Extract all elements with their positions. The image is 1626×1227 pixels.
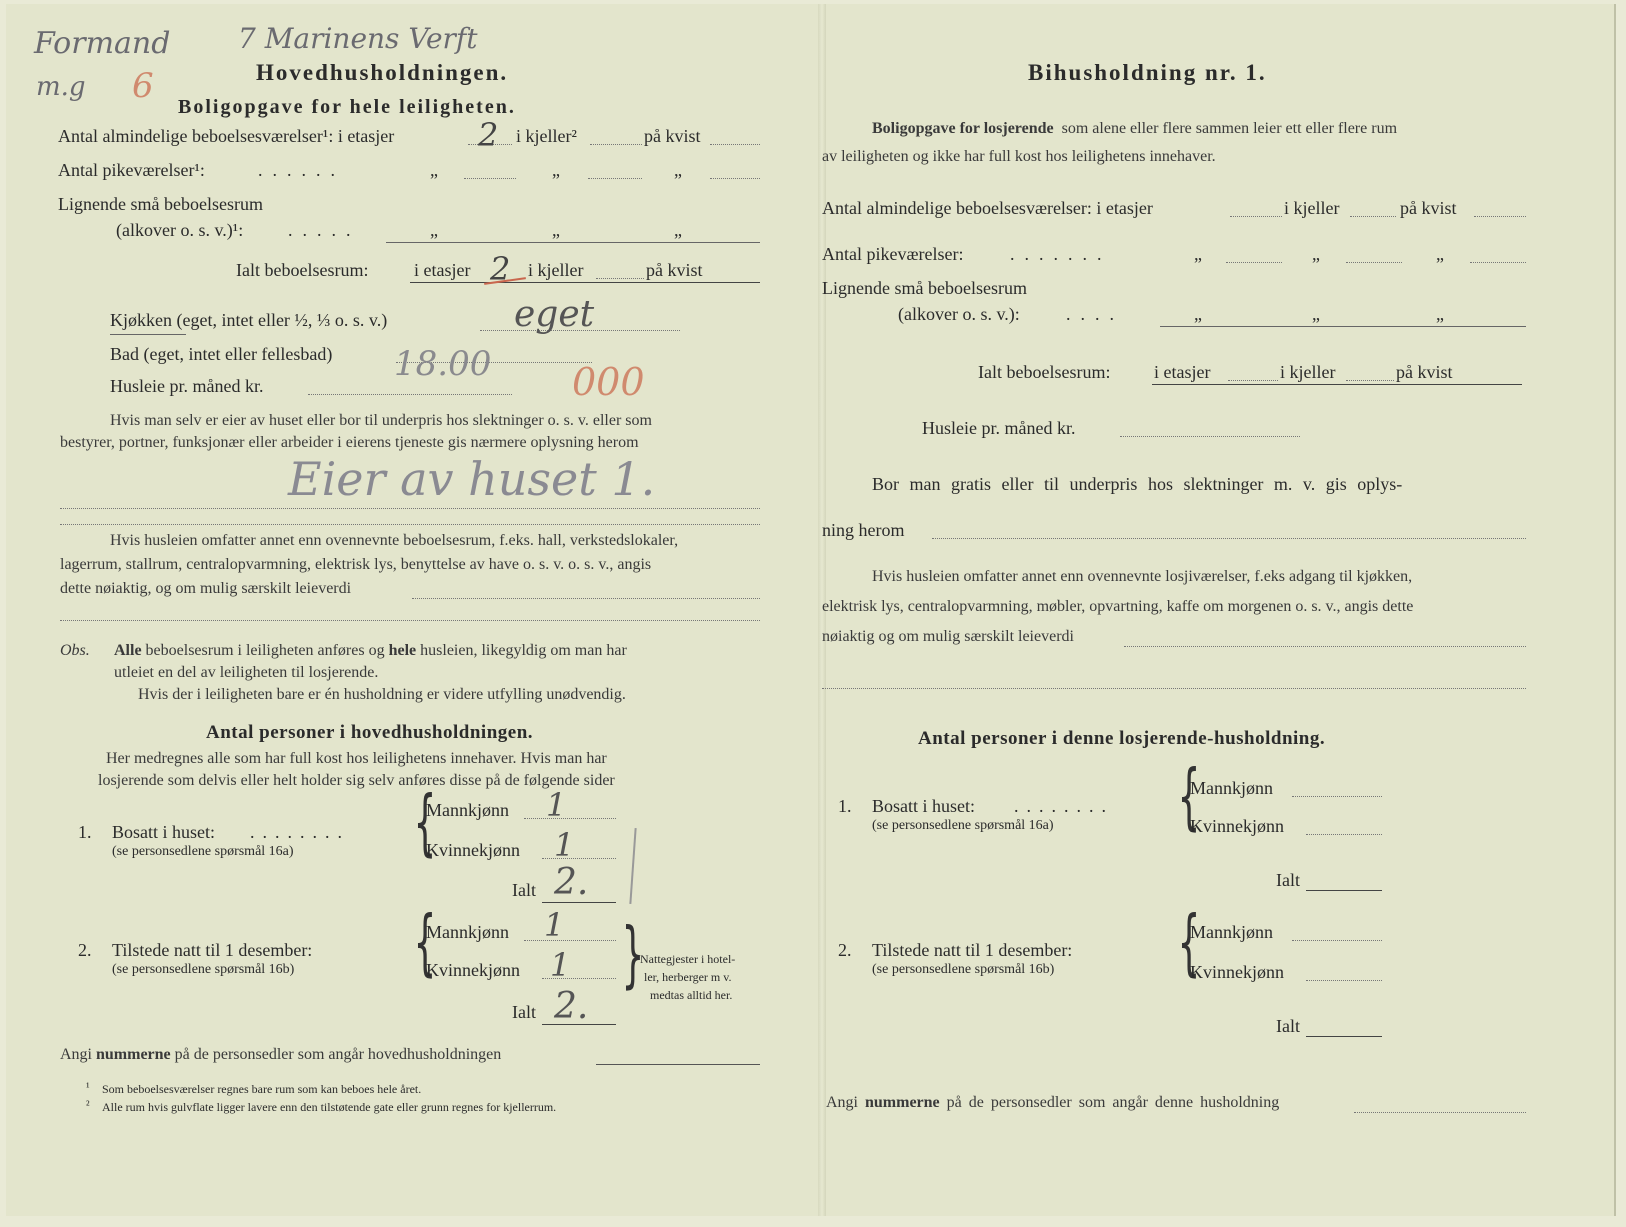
- brace: {: [1177, 754, 1201, 838]
- right-extra-2: elektrisk lys, centralopvarmning, møbler, opvartning, kaffe om morgenen o. s. v., angis dette: [822, 598, 1414, 615]
- left-extra-text-2: lagerrum, stallrum, centralopvarmning, elektrisk lys, benyttelse av have o. s. v. o. s. v., angis: [60, 556, 652, 573]
- ditto-mark: „: [430, 220, 438, 240]
- obs-bold-hele: hele: [388, 642, 417, 659]
- obs-bold-alle: Alle: [114, 642, 142, 659]
- left-obs-line-1: [114, 642, 627, 660]
- left-q2-kvinne-label: Kvinnekjønn: [426, 960, 520, 980]
- left-extra-text-1: Hvis husleien omfatter annet enn ovennevnte beboelsesrum, f.eks. hall, verkstedslokaler,: [110, 532, 679, 549]
- right-q2-label: Tilstede natt til 1 desember:: [872, 940, 1073, 960]
- right-rooms-kvist: på kvist: [1400, 198, 1457, 218]
- right-total-kjeller: i kjeller: [1280, 362, 1336, 382]
- left-q1-number: 1.: [78, 822, 92, 842]
- left-q2-sub: (se personsedlene spørsmål 16b): [112, 962, 295, 977]
- footnote-2: Alle rum hvis gulvflate ligger lavere enn den tilstøtende gate eller grunn regnes for kjellerrum.: [102, 1100, 557, 1114]
- left-total-kvist-label: på kvist: [646, 260, 703, 280]
- angi-text-a: Angi: [826, 1094, 858, 1111]
- right-q1-mann-label: Mannkjønn: [1190, 778, 1273, 798]
- right-q1-number: 1.: [838, 796, 852, 816]
- left-pike-label: Antal pikeværelser¹:: [58, 160, 205, 180]
- angi-text-a: Angi: [60, 1046, 92, 1063]
- left-owner-text-1: Hvis man selv er eier av huset eller bor til underpris hos slektninger o. s. v. eller som: [110, 412, 652, 429]
- left-q2-kvinne-value: 1: [550, 946, 571, 984]
- angi-text-c: på de personsedler som angår denne husholdning: [946, 1094, 1280, 1111]
- left-q2-mann-label: Mannkjønn: [426, 922, 509, 942]
- left-q2-mann-value: 1: [544, 906, 565, 944]
- left-obs-line-3: Hvis der i leiligheten bare er én husholdning er videre utfylling unødvendig.: [138, 686, 626, 703]
- left-note-2: ler, herberger m v.: [644, 970, 732, 984]
- right-q2-sub: (se personsedlene spørsmål 16b): [872, 962, 1055, 977]
- left-total-etasjer-value: 2: [490, 250, 511, 288]
- ditto-mark: „: [1436, 304, 1444, 324]
- right-persons-title: Antal personer i denne losjerende-husholdning.: [918, 728, 1326, 749]
- ditto-mark: „: [1312, 244, 1320, 264]
- left-q1-mann-value: 1: [546, 786, 567, 824]
- right-small-label-1: Lignende små beboelsesrum: [822, 278, 1027, 298]
- footnote-1-mark: ¹: [86, 1080, 90, 1094]
- right-total-kvist: på kvist: [1396, 362, 1453, 382]
- left-rooms-kjeller-label: i kjeller²: [516, 126, 577, 146]
- left-q1-label: Bosatt i huset:: [112, 822, 215, 842]
- left-persons-title: Antal personer i hovedhusholdningen.: [206, 722, 534, 743]
- left-q2-label: Tilstede natt til 1 desember:: [112, 940, 313, 960]
- left-q2-number: 2.: [78, 940, 92, 960]
- right-total-etasjer: i etasjer: [1154, 362, 1211, 382]
- right-small-label-2: (alkover o. s. v.):: [898, 304, 1020, 324]
- left-total-label: Ialt beboelsesrum:: [236, 260, 369, 280]
- angi-text-c: på de personsedler som angår hovedhusholdningen: [174, 1046, 502, 1063]
- right-q2-number: 2.: [838, 940, 852, 960]
- left-obs-line-2: utleiet en del av leiligheten til losjerende.: [114, 664, 379, 681]
- left-owner-text-2: bestyrer, portner, funksjonær eller arbeider i eierens tjeneste gis nærmere oplysning herom: [60, 434, 639, 451]
- left-q2-ialt-label: Ialt: [512, 1002, 536, 1022]
- left-total-kjeller-label: i kjeller: [528, 260, 584, 280]
- brace: {: [413, 780, 437, 864]
- ditto-mark: „: [674, 220, 682, 240]
- left-q1-kvinne-label: Kvinnekjønn: [426, 840, 520, 860]
- left-kitchen-value: eget: [514, 294, 595, 335]
- annotation-verft: 7 Marinens Verft: [238, 22, 478, 55]
- right-q1-kvinne-label: Kvinnekjønn: [1190, 816, 1284, 836]
- census-form-sheet: Formand 7 Marinens Verft m.g 6 Hovedhusholdningen. Boligopgave for hele leiligheten. Antal almindelige beboelsesværelser¹: i etasjer 2 i kjeller² på kvist Antal pikeværelser¹: ...... „ „ „ Lignende små beboelsesrum (alkover o. s. v.)¹: ..... „ „ „ Ialt beboelsesrum: i etasjer 2 i kjeller på kvist Kjøkken (eget, intet eller ½, ⅓ o. s. v.) eget Bad (eget, intet eller fellesbad) 18.00 Husleie pr. måned kr. 000 Hvis man selv er eier av huset eller bor til underpris hos slektninger o. s. v. eller som bestyrer, portner, funksjonær eller arbeider i eierens tjeneste gis nærmere oplysning herom Eier av huset 1. Hvis husleien omfatter annet enn ovennevnte beboelsesrum, f.eks. hall, verkstedslokaler, lagerrum, stallrum, centralopvarmning, elektrisk lys, benyttelse av have o. s. v. o. s. v., angis dette nøiaktig, og om mulig særskilt leieverdi Obs. Alle beboelsesrum i leiligheten anføres og hele husleien, likegyldig om man har utleiet en del av leiligheten til losjerende. Hvis der i leiligheten bare er én husholdning er videre utfylling unødvendig. Antal personer i hovedhusholdningen. Her medregnes alle som har full kost hos leilighetens innehaver. Hvis man har losjerende som delvis eller helt holder sig selv anføres disse på de følgende sider 1. Bosatt i huset: ........ (se personsedlene spørsmål 16a) { Mannkjønn 1 Kvinnekjønn 1 Ialt 2. 2. Tilstede natt til 1 desember: (se personsedlene spørsmål 16b) { Mannkjønn 1 Kvinnekjønn 1 Ialt 2. } Nattegjester i hotel- ler, herberger m v. medtas alltid her. Angi nummerne på de personsedler som angår hovedhusholdningen ¹ Som beboelsesværelser regnes bare rum som kan beboes hele året. ² Alle rum hvis gulvflate ligger lavere enn den tilstøtende gate eller grunn regnes for kjellerrum. Bihusholdning nr. 1. Boligopgave for losjerende som alene eller flere sammen leier ett eller flere rum av leiligheten og ikke har full kost hos leilighetens innehaver. Antal almindelige beboelsesværelser: i etasjer i kjeller på kvist Antal pikeværelser: ....... „ „ „ Lignende små beboelsesrum (alkover o. s. v.): .... „ „ „ Ialt beboelsesrum: i etasjer i kjeller på kvist Husleie pr. måned kr. Bor man gratis eller til underpris hos slektninger m. v. gis oplys- ning herom Hvis husleien omfatter annet enn ovennevnte losjiværelser, f.eks adgang til kjøkken, elektrisk lys, centralopvarmning, møbler, opvartning, kaffe om morgenen o. s. v., angis dette nøiaktig og om mulig særskilt leieverdi Antal personer i denne losjerende-husholdning. 1. Bosatt i huset: ........ (se personsedlene spørsmål 16a) { Mannkjønn Kvinnekjønn Ialt 2. Tilstede natt til 1 desember: (se personsedlene spørsmål 16b) { Mannkjønn Kvinnekjønn Ialt Angi nummerne på de personsedler som angår denne husholdning: [6, 4, 1616, 1216]
- left-title: Hovedhusholdningen.: [256, 60, 509, 85]
- ditto-mark: „: [1194, 244, 1202, 264]
- obs-text-1b: beboelsesrum i leiligheten anføres og: [145, 642, 385, 659]
- right-q1-label: Bosatt i huset:: [872, 796, 975, 816]
- left-kitchen-label: Kjøkken (eget, intet eller ½, ⅓ o. s. v.): [110, 310, 388, 330]
- left-owner-value: Eier av huset 1.: [288, 452, 656, 506]
- ditto-mark: „: [674, 160, 682, 180]
- left-total-etasjer-label: i etasjer: [414, 260, 471, 280]
- ditto-mark: „: [552, 220, 560, 240]
- left-q1-mann-label: Mannkjønn: [426, 800, 509, 820]
- right-q2-mann-label: Mannkjønn: [1190, 922, 1273, 942]
- brace-right: }: [621, 912, 645, 996]
- annotation-number: 6: [132, 66, 154, 106]
- left-persons-text-1: Her medregnes alle som har full kost hos leilighetens innehaver. Hvis man har: [106, 750, 607, 767]
- obs-text-1d: husleien, likegyldig om man har: [420, 642, 627, 659]
- right-extra-1: Hvis husleien omfatter annet enn ovennevnte losjiværelser, f.eks adgang til kjøkken,: [872, 568, 1413, 585]
- right-q1-sub: (se personsedlene spørsmål 16a): [872, 818, 1054, 833]
- left-persons-text-2: losjerende som delvis eller helt holder sig selv anføres disse på de følgende sider: [98, 772, 615, 789]
- footnote-2-mark: ²: [86, 1098, 90, 1112]
- right-intro-text: som alene eller flere sammen leier ett eller flere rum: [1061, 120, 1398, 137]
- left-q2-ialt-value: 2.: [554, 986, 589, 1027]
- left-rooms-etasjer-value: 2: [478, 116, 499, 154]
- left-q1-ialt-label: Ialt: [512, 880, 536, 900]
- footnote-1: Som beboelsesværelser regnes bare rum som kan beboes hele året.: [102, 1082, 422, 1096]
- ditto-mark: „: [1312, 304, 1320, 324]
- left-q1-ialt-value: 2.: [554, 862, 589, 903]
- right-rent-label: Husleie pr. måned kr.: [922, 418, 1076, 438]
- left-bath-label: Bad (eget, intet eller fellesbad): [110, 344, 333, 364]
- ditto-mark: „: [1194, 304, 1202, 324]
- ditto-mark: „: [430, 160, 438, 180]
- right-extra-3: nøiaktig og om mulig særskilt leieverdi: [822, 628, 1074, 645]
- right-gratis-2: ning herom: [822, 520, 905, 540]
- right-intro-2: av leiligheten og ikke har full kost hos leilighetens innehaver.: [822, 148, 1216, 165]
- left-small-label-2: (alkover o. s. v.)¹:: [116, 220, 244, 240]
- angi-bold-nummerne: nummerne: [96, 1046, 171, 1063]
- right-q2-kvinne-label: Kvinnekjønn: [1190, 962, 1284, 982]
- left-note-1: Nattegjester i hotel-: [640, 952, 736, 966]
- right-rooms-kjeller: i kjeller: [1284, 198, 1340, 218]
- angi-bold-nummerne: nummerne: [865, 1094, 940, 1111]
- right-rooms-label: Antal almindelige beboelsesværelser: i etasjer: [822, 198, 1153, 218]
- left-rent-value: 000: [572, 360, 645, 404]
- left-rent-label: Husleie pr. måned kr.: [110, 376, 264, 396]
- right-title: Bihusholdning nr. 1.: [1028, 60, 1267, 85]
- annotation-formand: Formand: [34, 26, 171, 61]
- ditto-mark: „: [1436, 244, 1444, 264]
- right-angi: [826, 1094, 1279, 1112]
- right-q2-ialt-label: Ialt: [1276, 1016, 1300, 1036]
- right-total-label: Ialt beboelsesrum:: [978, 362, 1111, 382]
- right-intro-bold: Boligopgave for losjerende: [872, 120, 1054, 137]
- brace: {: [1177, 900, 1201, 984]
- left-q1-sub: (se personsedlene spørsmål 16a): [112, 844, 294, 859]
- left-rooms-kvist-label: på kvist: [644, 126, 701, 146]
- left-small-label-1: Lignende små beboelsesrum: [58, 194, 263, 214]
- left-angi: [60, 1046, 501, 1064]
- left-rooms-label: Antal almindelige beboelsesværelser¹: i etasjer: [58, 126, 395, 146]
- right-gratis-1: Bor man gratis eller til underpris hos slektninger m. v. gis oplys-: [872, 474, 1403, 494]
- annotation-mg: m.g: [36, 72, 86, 102]
- left-bath-value: 18.00: [394, 344, 492, 384]
- right-pike-label: Antal pikeværelser:: [822, 244, 964, 264]
- left-note-3: medtas alltid her.: [650, 988, 733, 1002]
- left-obs-label: Obs.: [60, 642, 90, 659]
- right-q1-ialt-label: Ialt: [1276, 870, 1300, 890]
- left-q1-kvinne-value: 1: [554, 826, 575, 864]
- left-subtitle: Boligopgave for hele leiligheten.: [178, 96, 516, 118]
- ditto-mark: „: [552, 160, 560, 180]
- right-intro-1: [872, 120, 1397, 138]
- brace: {: [413, 900, 437, 984]
- left-extra-text-3: dette nøiaktig, og om mulig særskilt leieverdi: [60, 580, 352, 597]
